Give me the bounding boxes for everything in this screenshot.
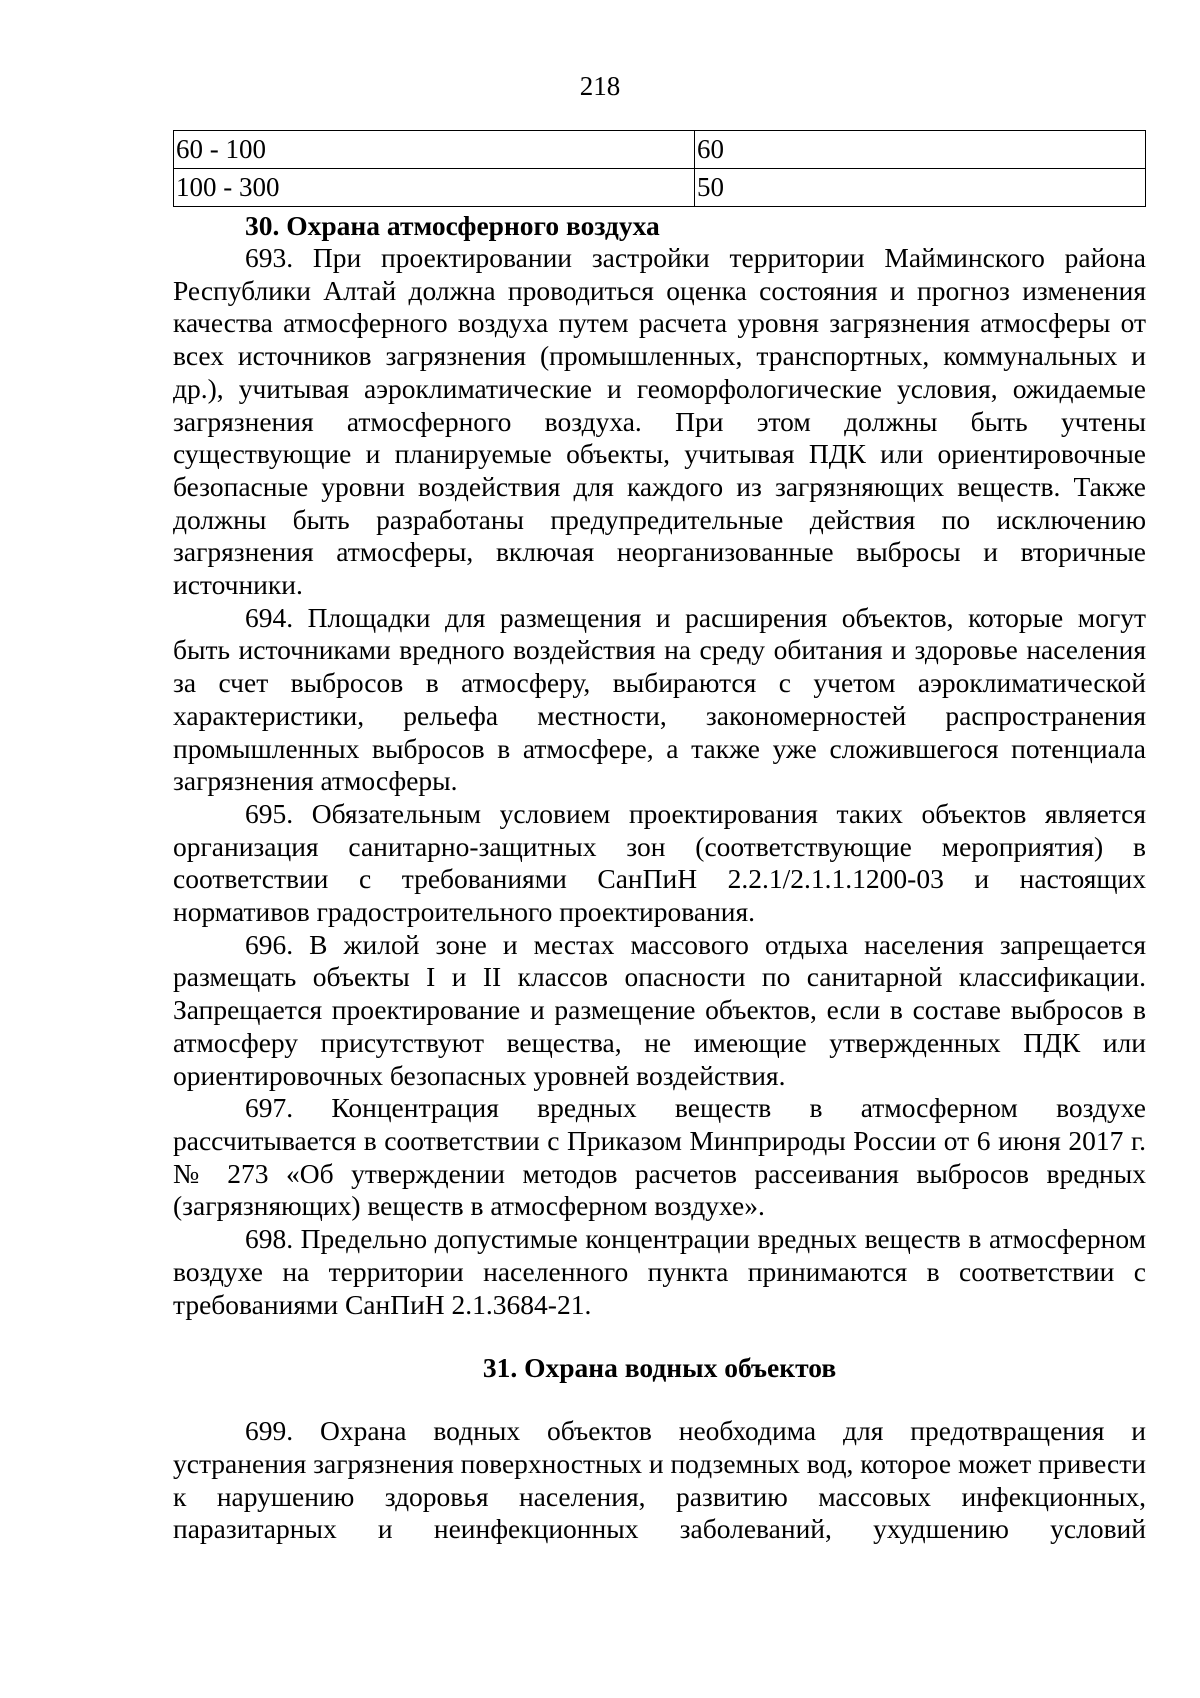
paragraph-697: 697. Концентрация вредных веществ в атмосферном воздухе рассчитывается в соответствии с Приказом Минприроды России от 6 июня 2017 г. № 273 «Об утверждении методов расчетов рассеивания выбросов вредных (загрязняющих) веществ в атмосферном воздухе». [173,1092,1146,1222]
table-cell: 100 - 300 [174,169,695,207]
table-cell: 60 - 100 [174,131,695,169]
paragraph-699: 699. Охрана водных объектов необходима для предотвращения и устранения загрязнения поверхностных и подземных вод, которое может привести к нарушению здоровья населения, развитию массовых инфекционных, паразитарных и неинфекционных заболеваний, ухудшению условий [173,1415,1146,1545]
table-row [174,169,1146,207]
section-31-title: 31. Охрана водных объектов [482,1352,837,1384]
paragraph-698: 698. Предельно допустимые концентрации вредных веществ в атмосферном воздухе на территории населенного пункта принимаются в соответствии с требованиями СанПиН 2.1.3684-21. [173,1223,1146,1320]
page-number: 218 [579,71,621,101]
table-cell: 50 [695,169,1146,207]
paragraph-693: 693. При проектировании застройки территории Майминского района Республики Алтай должна проводиться оценка состояния и прогноз изменения качества атмосферного воздуха путем расчета уровня загрязнения атмосферы от всех источников загрязнения (промышленных, транспортных, коммунальных и др.), учитывая аэроклиматические и геоморфологические условия, ожидаемые загрязнения атмосферного воздуха. При этом должны быть учтены существующие и планируемые объекты, учитывая ПДК или ориентировочные безопасные уровни воздействия для каждого из загрязняющих веществ. Также должны быть разработаны предупредительные действия по исключению загрязнения атмосферы, включая неорганизованные выбросы и вторичные источники. [173,242,1146,601]
data-table [173,130,1146,207]
table-cell: 60 [695,131,1146,169]
section-30-title: 30. Охрана атмосферного воздуха [245,210,660,241]
table-row [174,131,1146,169]
paragraph-695: 695. Обязательным условием проектирования таких объектов является организация санитарно-защитных зон (соответствующие мероприятия) в соответствии с требованиями СанПиН 2.2.1/2.1.1.1200-03 и настоящих нормативов градостроительного проектирования. [173,797,1146,928]
paragraph-694: 694. Площадки для размещения и расширения объектов, которые могут быть источниками вредного воздействия на среду обитания и здоровье населения за счет выбросов в атмосферу, выбираются с учетом аэроклиматической характеристики, рельефа местности, закономерностей распространения промышленных выбросов в атмосфере, а также уже сложившегося потенциала загрязнения атмосферы. [173,601,1146,797]
page-content [173,130,1146,1546]
paragraph-696: 696. В жилой зоне и местах массового отдыха населения запрещается размещать объекты I и II классов опасности по санитарной классификации. Запрещается проектирование и размещение объектов, если в составе выбросов в атмосферу присутствуют вещества, не имеющие утвержденных ПДК или ориентировочных безопасных уровней воздействия. [173,928,1146,1091]
